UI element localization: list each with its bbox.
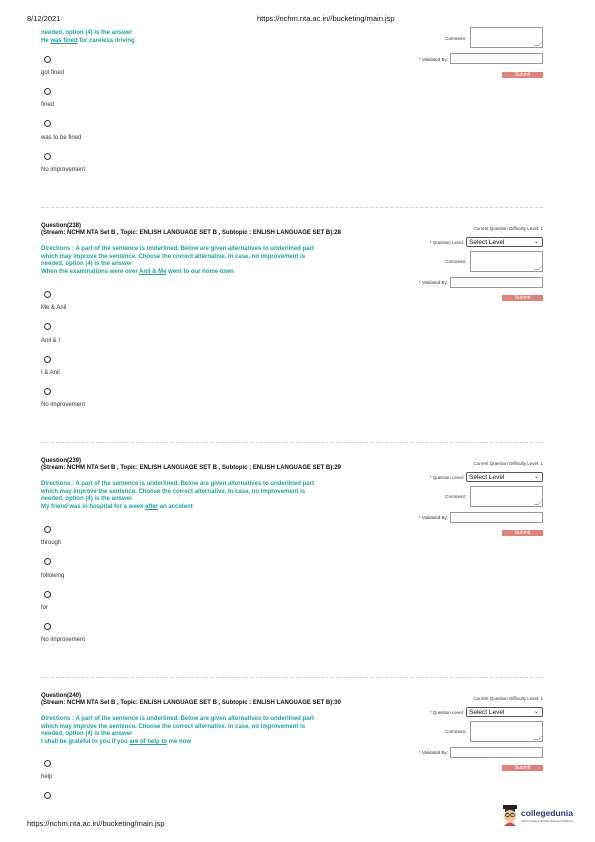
select-value: Select Level [469, 709, 505, 716]
brand-name: collegedunia [521, 808, 573, 818]
option-radio[interactable] [44, 526, 51, 533]
footer-url: https://nchm.nta.ac.in//bucketing/main.jsp [27, 819, 165, 828]
validated-by-label: * Validated By: [418, 750, 448, 755]
question-sentence [41, 504, 314, 512]
comment-label: Comment: [445, 36, 466, 41]
chevron-down-icon: ⌄ [533, 709, 539, 715]
directions-line: Directions : A part of the sentence is underlined. Below are given alternatives to underlined part [41, 481, 314, 487]
mascot-icon [500, 804, 520, 826]
select-value: Select Level [469, 474, 505, 481]
directions-tail: needed, option (4) is the answer [41, 30, 133, 36]
directions-line: Directions : A part of the sentence is underlined. Below are given alternatives to underlined part [41, 716, 314, 722]
submit-button[interactable]: Submit [502, 765, 543, 771]
print-date: 8/12/2021 [27, 14, 61, 23]
directions-line: needed, option (4) is the answer [41, 261, 133, 268]
option-radio[interactable] [44, 623, 51, 630]
option-radio[interactable] [44, 388, 51, 395]
separator [41, 207, 543, 208]
option-radio[interactable] [44, 291, 51, 298]
question-stream: (Stream: NCHM NTA Set B , Topic: ENLISH LANGUAGE SET B , Subtopic : ENLISH LANGUAGE SET B):30 [41, 700, 341, 706]
directions-line: which may improve the sentence. Choose the correct alternative. In case, no improvement is [41, 253, 306, 260]
comment-label: Comment: [445, 729, 466, 734]
option-radio[interactable] [44, 88, 51, 95]
option-radio[interactable] [44, 153, 51, 160]
option-radio[interactable] [44, 120, 51, 127]
question-level-select[interactable] [466, 472, 543, 482]
question-number: Question(240) [41, 693, 82, 699]
comment-textarea[interactable] [470, 486, 543, 507]
option-label: No improvement [41, 167, 86, 173]
option-label: No improvement [41, 637, 86, 643]
option-label: Anil & I [41, 338, 61, 344]
question-stream: (Stream: NCHM NTA Set B , Topic: ENLISH LANGUAGE SET B , Subtopic : ENLISH LANGUAGE SET B):29 [41, 465, 341, 471]
option-label: for [41, 605, 49, 611]
separator [41, 442, 543, 443]
comment-label: Comment: [445, 494, 466, 499]
underlined-part: are of help to [129, 738, 168, 745]
option-radio[interactable] [44, 356, 51, 363]
option-radio[interactable] [44, 323, 51, 330]
chevron-down-icon: ⌄ [533, 474, 539, 480]
directions-line: which may improve the sentence. Choose the correct alternative. In case, no improvement is [41, 488, 306, 495]
directions-line: needed, option (4) is the answer [41, 496, 133, 503]
underlined-part: Anil & Me [139, 268, 167, 275]
option-label: help [41, 774, 53, 780]
brand-tagline: India's largest Student Review Platform [521, 819, 574, 823]
question-number: Question(238) [41, 223, 82, 229]
validated-by-input[interactable] [450, 512, 543, 523]
sentence-text: My friend was in hospital for a week [41, 503, 146, 510]
comment-label: Comment: [445, 259, 466, 264]
option-label: I & Anil [41, 370, 60, 376]
difficulty-level: Current Question Difficulty Level: 1 [473, 226, 543, 231]
question-level-select[interactable] [466, 237, 543, 247]
question-stream: (Stream: NCHM NTA Set B , Topic: ENLISH LANGUAGE SET B , Subtopic : ENLISH LANGUAGE SET B):28 [41, 230, 341, 236]
question-number: Question(239) [41, 458, 82, 464]
submit-button[interactable]: Submit [502, 295, 543, 301]
validated-by-label: * Validated By: [418, 515, 448, 520]
validated-by-input[interactable] [450, 277, 543, 288]
chevron-down-icon: ⌄ [533, 239, 539, 245]
separator [41, 677, 543, 678]
question-sentence [41, 38, 135, 46]
option-radio[interactable] [44, 591, 51, 598]
validated-by-input[interactable] [450, 747, 543, 758]
difficulty-level: Current Question Difficulty Level: 1 [473, 461, 543, 466]
sentence-text: went to our home town [166, 268, 234, 275]
question-level-label: * Question Level: [429, 475, 464, 480]
submit-button[interactable]: Submit [502, 72, 543, 78]
sentence-text: When the examinations were over [41, 268, 140, 275]
question-sentence [41, 739, 314, 747]
page-url: https://nchm.nta.ac.in//bucketing/main.jsp [257, 14, 395, 23]
option-label: following [41, 573, 65, 579]
directions-line: Directions : A part of the sentence is underlined. Below are given alternatives to underlined part [41, 246, 314, 252]
option-label: fined [41, 102, 55, 108]
sentence-text: I shall be grateful to you if you [41, 738, 130, 745]
option-label: was to be fined [41, 135, 82, 141]
option-radio[interactable] [44, 792, 51, 799]
validated-by-input[interactable] [450, 53, 543, 64]
directions-line: needed, option (4) is the answer [41, 731, 133, 738]
sentence-text: He [41, 38, 51, 44]
option-label: No improvement [41, 402, 86, 408]
underlined-part: after [145, 503, 159, 510]
validated-by-label: * Validated By: [418, 57, 448, 62]
sentence-text: me now [167, 738, 192, 745]
comment-textarea[interactable] [470, 27, 543, 48]
question-level-label: * Question Level: [429, 710, 464, 715]
comment-textarea[interactable] [470, 251, 543, 272]
submit-button[interactable]: Submit [502, 530, 543, 536]
option-radio[interactable] [44, 56, 51, 63]
validated-by-label: * Validated By: [418, 280, 448, 285]
difficulty-level: Current Question Difficulty Level: 1 [473, 696, 543, 701]
question-level-label: * Question Level: [429, 240, 464, 245]
directions-line: which may improve the sentence. Choose the correct alternative. In case, no improvement is [41, 723, 306, 730]
sentence-text: an accident [158, 503, 193, 510]
question-directions [41, 716, 314, 746]
question-level-select[interactable] [466, 707, 543, 717]
question-directions [41, 481, 314, 511]
collegedunia-logo [500, 804, 595, 830]
option-radio[interactable] [44, 760, 51, 767]
comment-textarea[interactable] [470, 721, 543, 742]
sentence-text: for careless driving [77, 38, 135, 44]
select-value: Select Level [469, 239, 505, 246]
underlined-part: was fined [50, 38, 78, 44]
option-radio[interactable] [44, 558, 51, 565]
question-directions [41, 246, 314, 276]
question-sentence [41, 269, 314, 277]
option-label: got fined [41, 70, 65, 76]
option-label: through [41, 540, 62, 546]
option-label: Me & Anil [41, 305, 67, 311]
